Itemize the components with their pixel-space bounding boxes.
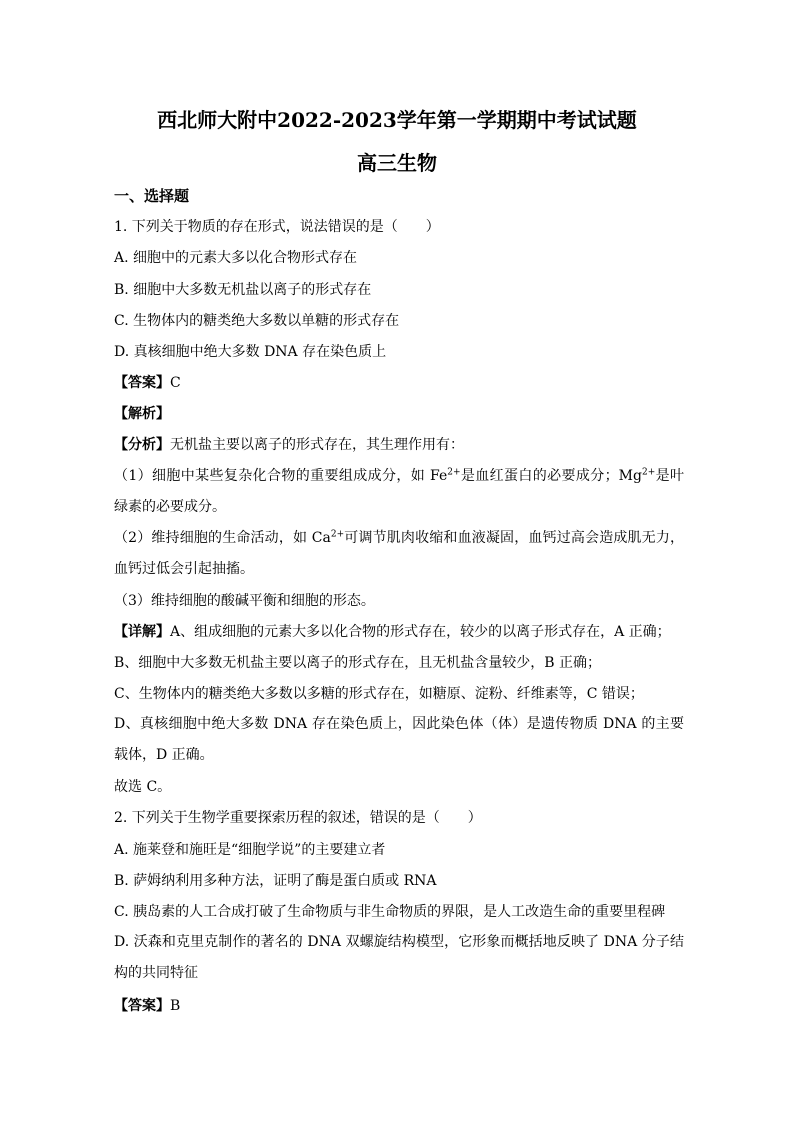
q1-point-1: （1）细胞中某些复杂化合物的重要组成成分，如 $Fe^{2+}$是血红蛋白的必要成分；$Mg^{2+}$是叶绿素的必要成分。 [114,467,685,515]
section-heading: 一、选择题 [114,187,190,205]
q1-detail-b: B、细胞中大多数无机盐主要以离子的形式存在，且无机盐含量较少，B 正确； [114,655,602,671]
q1-answer [114,373,181,393]
q2-option-b: B. 萨姆纳利用多种方法，证明了酶是蛋白质或 RNA [114,873,437,889]
q1-point-2: （2）维持细胞的生命活动，如 $Ca^{2+}$可调节肌肉收缩和血液凝固，血钙过高会造成肌无力，血钙过低会引起抽搐。 [114,529,684,577]
q2-option-d: D. 沃森和克里克制作的著名的 DNA 双螺旋结构模型，它形象而概括地反映了 DNA 分子结构的共同特征 [114,934,684,981]
q1-point-3: （3）维持细胞的酸碱平衡和细胞的形态。 [114,593,375,609]
q1-answer-label: 【答案】 [114,375,170,391]
q2-option-a: A. 施莱登和施旺是“细胞学说”的主要建立者 [114,842,386,858]
q1-option-d: D. 真核细胞中绝大多数 DNA 存在染色质上 [114,344,387,360]
q1-conclusion: 故选 C。 [114,779,172,795]
exam-subtitle: 高三生物 [357,151,437,175]
q2-option-c: C. 胰岛素的人工合成打破了生命物质与非生命物质的界限，是人工改造生命的重要里程碑 [114,904,666,920]
q1-option-b: B. 细胞中大多数无机盐以离子的形式存在 [114,282,372,298]
q1-detail-label: 【详解】 [114,624,170,640]
q2-stem: 2. 下列关于生物学重要探索历程的叙述，错误的是（ ） [114,810,482,826]
q1-detail-a-line [114,622,671,642]
q2-answer-label: 【答案】 [114,998,170,1014]
exam-title: 西北师大附中2022-2023学年第一学期期中考试试题 [157,108,637,132]
q1-fenxi [114,435,464,455]
q1-fenxi-label: 【分析】 [114,437,170,453]
q1-analysis-label: 【解析】 [114,406,170,422]
q2-answer-value: B [170,998,181,1014]
q2-answer [114,996,180,1016]
q1-stem: 1. 下列关于物质的存在形式，说法错误的是（ ） [114,219,440,235]
q1-detail-c: C、生物体内的糖类绝大多数以多糖的形式存在，如糖原、淀粉、纤维素等，C 错误； [114,686,644,702]
q1-detail-d: D、真核细胞中绝大多数 DNA 存在染色质上，因此染色体（体）是遗传物质 DNA 的主要载体，D 正确。 [114,716,684,763]
q1-detail-a: A、组成细胞的元素大多以化合物的形式存在，较少的以离子形式存在，A 正确； [170,624,671,640]
q1-answer-value: C [170,375,181,391]
q1-fenxi-text: 无机盐主要以离子的形式存在，其生理作用有： [170,437,464,453]
q1-option-c: C. 生物体内的糖类绝大多数以单糖的形式存在 [114,313,400,329]
q1-option-a: A. 细胞中的元素大多以化合物形式存在 [114,250,358,266]
